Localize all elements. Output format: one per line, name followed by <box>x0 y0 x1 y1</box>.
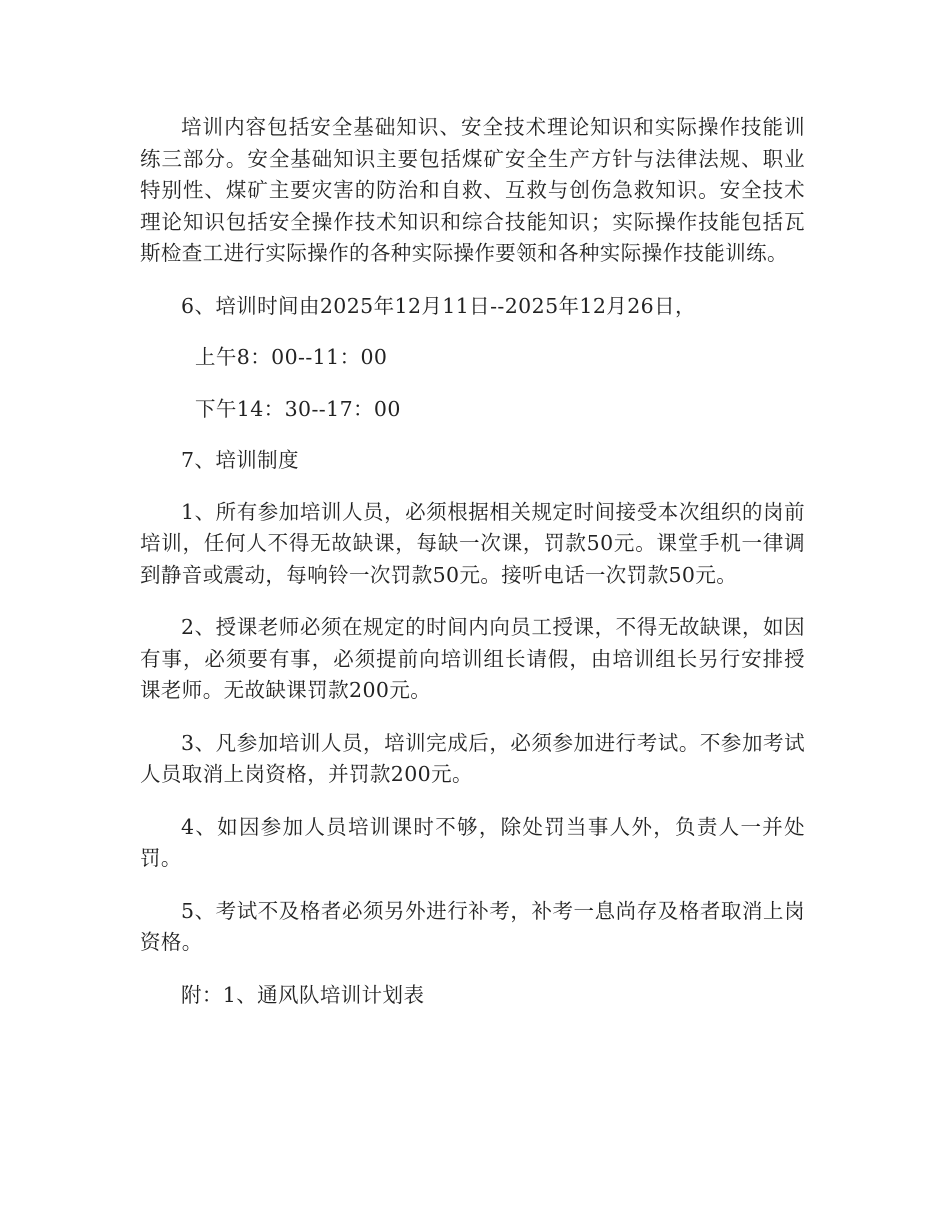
appendix-line: 附：1、通风队培训计划表 <box>181 982 425 1007</box>
rule-2-paragraph: 2、授课老师必须在规定的时间内向员工授课，不得无故缺课，如因有事，必须要有事，必须提前向培训组长请假，由培训组长另行安排授课老师。无故缺课罚款200元。 <box>140 615 805 702</box>
training-rules-heading: 7、培训制度 <box>181 448 299 472</box>
training-content-paragraph: 培训内容包括安全基础知识、安全技术理论知识和实际操作技能训练三部分。安全基础知识主要包括煤矿安全生产方针与法律法规、职业特别性、煤矿主要灾害的防治和自救、互救与创伤急救知识。安全技术理论知识包括安全操作技术知识和综合技能知识；实际操作技能包括瓦斯检查工进行实际操作的各种实际操作要领和各种实际操作技能训练。 <box>140 115 805 265</box>
rule-1-paragraph: 1、所有参加培训人员，必须根据相关规定时间接受本次组织的岗前培训，任何人不得无故缺课，每缺一次课，罚款50元。课堂手机一律调到静音或震动，每响铃一次罚款50元。接听电话一次罚款50元。 <box>140 499 805 587</box>
rule-3-paragraph: 3、凡参加培训人员，培训完成后，必须参加进行考试。不参加考试人员取消上岗资格，并罚款200元。 <box>140 730 805 786</box>
rule-4-paragraph: 4、如因参加人员培训课时不够，除处罚当事人外，负责人一并处罚。 <box>140 814 805 870</box>
rule-5-paragraph: 5、考试不及格者必须另外进行补考，补考一息尚存及格者取消上岗资格。 <box>140 898 805 954</box>
afternoon-schedule: 下午14：30--17：00 <box>195 396 401 421</box>
morning-schedule: 上午8：00--11：00 <box>195 345 388 369</box>
training-time-paragraph: 6、培训时间由2025年12月11日--2025年12月26日， <box>181 293 696 318</box>
document-page <box>140 112 805 1011</box>
